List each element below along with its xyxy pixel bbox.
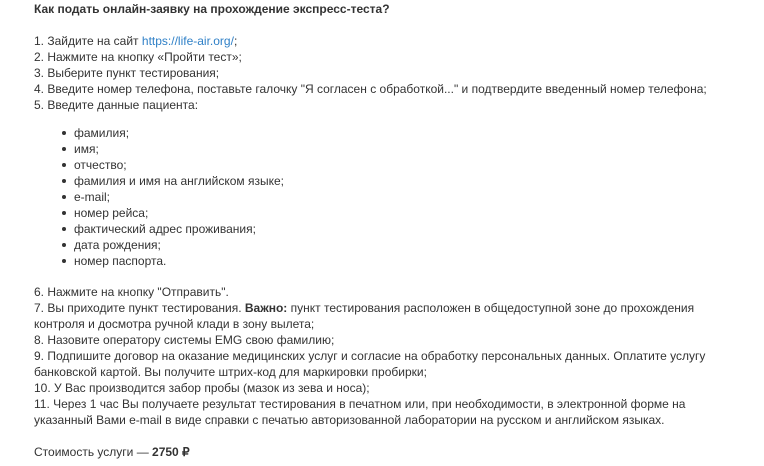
list-item: имя; (60, 141, 734, 157)
list-item: номер рейса; (60, 205, 734, 221)
price-label: Стоимость услуги — (34, 445, 153, 459)
list-item: фамилия и имя на английском языке; (60, 173, 734, 189)
steps-list (34, 33, 734, 113)
list-item: фамилия; (60, 125, 734, 141)
step-9-continued: банковской картой. Вы получите штрих-код для маркировки пробирки; (34, 365, 427, 379)
step-2: 2. Нажмите на кнопку «Пройти тест»; (34, 50, 242, 64)
step-7-continued: контроля и досмотра ручной клади в зону вылета; (34, 317, 315, 331)
important-label: Важно: (244, 301, 288, 315)
step-3: 3. Выберите пункт тестирования; (34, 66, 220, 80)
step-1 (34, 33, 734, 49)
step-7-rest: пункт тестирования расположен в общедоступной зоне до прохождения (287, 301, 695, 315)
page-title: Как подать онлайн-заявку на прохождение экспресс-теста? (34, 2, 390, 16)
step-1-suffix: ; (233, 34, 238, 48)
step-8: 8. Назовите оператору системы EMG свою фамилию; (34, 333, 335, 347)
list-item: дата рождения; (60, 237, 734, 253)
step-1-text: 1. Зайдите на сайт (34, 34, 142, 48)
service-price (34, 444, 734, 460)
step-4: 4. Введите номер телефона, поставьте галочку "Я согласен с обработкой..." и подтвердите введенный номер телефона; (34, 82, 707, 96)
step-5: 5. Введите данные пациента: (34, 98, 199, 112)
step-7 (34, 300, 734, 316)
step-11: 11. Через 1 час Вы получаете результат тестирования в печатном или, при необходимости, в электронной форме на (34, 397, 686, 411)
steps-list-continued (34, 284, 734, 428)
step-11-continued: указанный Вами e-mail в виде справки с печатью авторизованной лаборатории на русском и английском языках. (34, 413, 665, 427)
step-9: 9. Подпишите договор на оказание медицинских услуг и согласие на обработку персональных данных. Оплатите услугу (34, 349, 706, 363)
step-7-text: 7. Вы приходите пункт тестирования. (34, 301, 245, 315)
site-link[interactable]: https://life-air.org/ (141, 34, 234, 48)
article (34, 0, 734, 460)
list-item: e-mail; (60, 189, 734, 205)
step-10: 10. У Вас производится забор пробы (мазок из зева и носа); (34, 381, 370, 395)
patient-fields-list (34, 125, 734, 269)
list-item: отчество; (60, 157, 734, 173)
list-item: номер паспорта. (60, 253, 734, 269)
price-value: 2750 ₽ (152, 445, 190, 459)
list-item: фактический адрес проживания; (60, 221, 734, 237)
step-6: 6. Нажмите на кнопку "Отправить". (34, 285, 229, 299)
